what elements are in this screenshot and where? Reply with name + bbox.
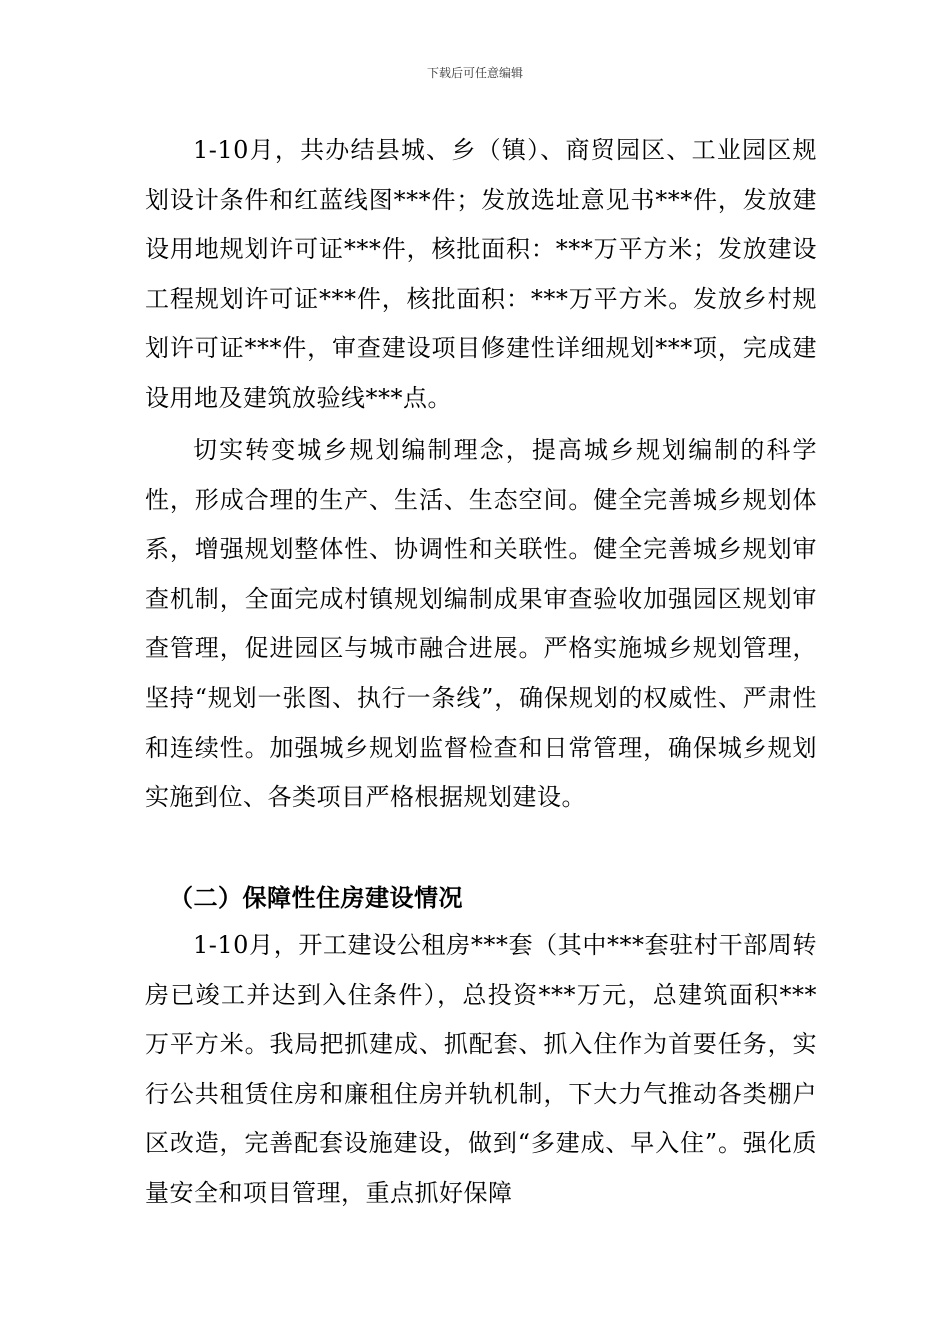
paragraph-planning-stats: 1-10月，共办结县城、乡（镇）、商贸园区、工业园区规划设计条件和红蓝线图***件；发放选址意见书***件，发放建设用地规划许可证***件，核批面积：***万平方米；发放建设工程规划许可证***件，核批面积：***万平方米。发放乡村规划许可证***件，审查建设项目修建性详细规划***项，完成建设用地及建筑放验线***点。 [145,136,817,412]
paragraph-housing-construction: 1-10月，开工建设公租房***套（其中***套驻村干部周转房已竣工并达到入住条件），总投资***万元，总建筑面积***万平方米。我局把抓建成、抓配套、抓入住作为首要任务，实行公共租赁住房和廉租住房并轨机制，下大力气推动各类棚户区改造，完善配套设施建设，做到“多建成、早入住”。强化质量安全和项目管理，重点抓好保障 [145,931,817,1207]
section-heading-housing: （二）保障性住房建设情况 [169,884,463,912]
page-header: 下载后可任意编辑 [426,66,523,80]
paragraph-planning-reform: 切实转变城乡规划编制理念，提高城乡规划编制的科学性，形成合理的生产、生活、生态空间。健全完善城乡规划体系，增强规划整体性、协调性和关联性。健全完善城乡规划审查机制，全面完成村镇规划编制成果审查验收加强园区规划审查管理，促进园区与城市融合进展。严格实施城乡规划管理，坚持“规划一张图、执行一条线”，确保规划的权威性、严肃性和连续性。加强城乡规划监督检查和日常管理，确保城乡规划实施到位、各类项目严格根据规划建设。 [145,436,817,812]
